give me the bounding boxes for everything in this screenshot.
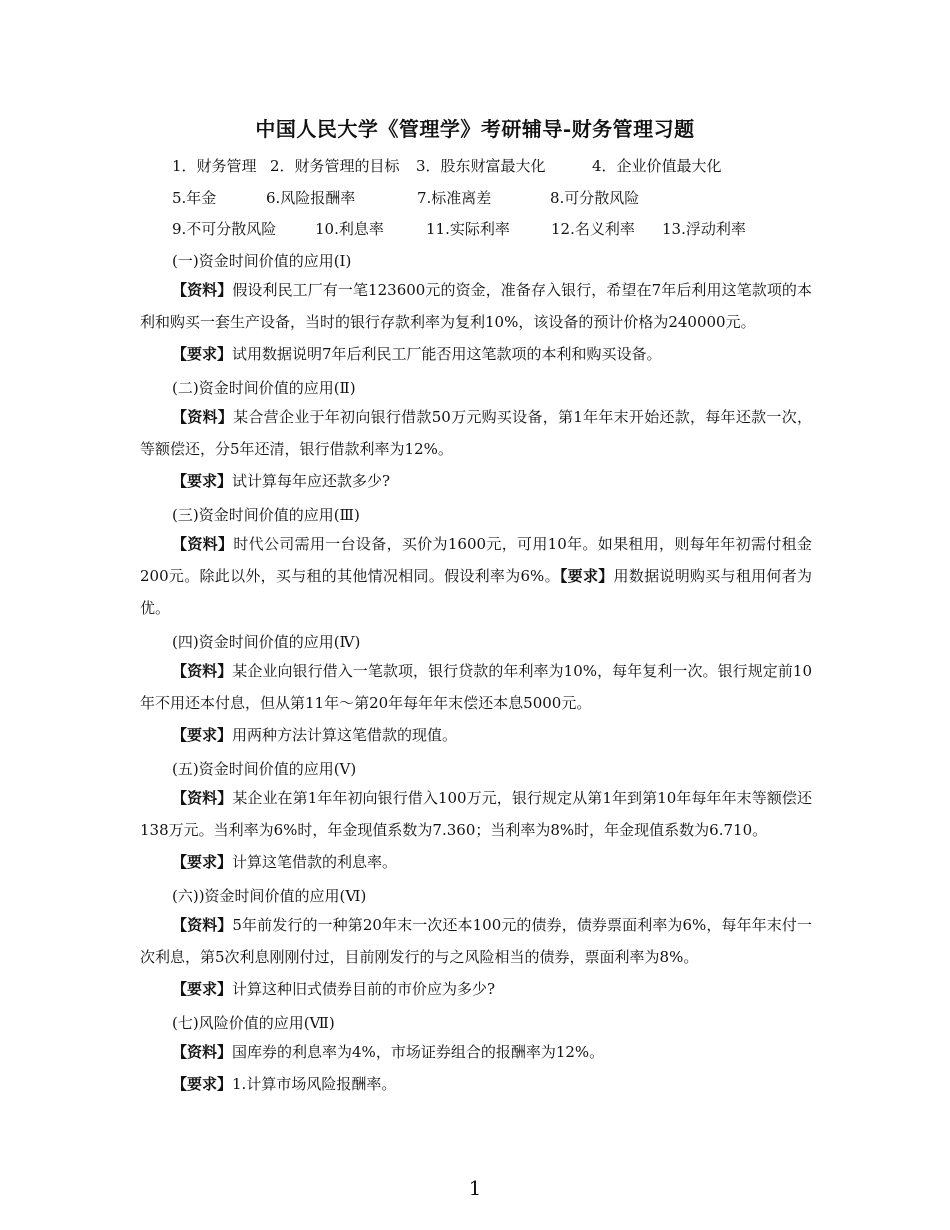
section-heading: (六))资金时间价值的应用(Ⅵ): [172, 887, 367, 905]
requirement-text: 计算这种旧式债券目前的市价应为多少?: [232, 980, 496, 998]
requirement-label: 【要求】: [172, 853, 233, 871]
material-text: 某合营企业于年初向银行借款50万元购买设备，第1年年末开始还款，每年还款一次，等额偿还，分5年还清，银行借款利率为12%。: [140, 408, 812, 458]
term-item: 13.浮动利率: [662, 220, 746, 238]
term-item: 4．企业价值最大化: [592, 157, 722, 175]
document-title: 中国人民大学《管理学》考研辅导-财务管理习题: [255, 117, 695, 141]
requirement-text: 用两种方法计算这笔借款的现值。: [232, 726, 458, 744]
term-item: 3．股东财富最大化: [416, 157, 546, 175]
section-heading: (五)资金时间价值的应用(Ⅴ): [172, 760, 357, 778]
requirement-text: 试计算每年应还款多少?: [232, 472, 391, 490]
material-label: 【资料】: [172, 408, 234, 426]
term-item: 12.名义利率: [551, 220, 635, 238]
requirement-paragraph: [140, 973, 812, 1005]
requirement-label: 【要求】: [172, 345, 233, 363]
material-label: 【资料】: [172, 535, 234, 553]
section-heading: (二)资金时间价值的应用(Ⅱ): [172, 379, 356, 397]
material-paragraph: [140, 909, 812, 973]
requirement-paragraph: [140, 465, 812, 497]
term-item: 6.风险报酬率: [266, 189, 356, 207]
section-heading: (一)资金时间价值的应用(Ⅰ): [172, 252, 352, 270]
requirement-paragraph: [140, 1068, 812, 1100]
requirement-text: 计算这笔借款的利息率。: [232, 853, 398, 871]
requirement-text: 试用数据说明7年后利民工厂能否用这笔款项的本利和购买设备。: [232, 345, 662, 363]
material-text: 假设利民工厂有一笔123600元的资金，准备存入银行，希望在7年后利用这笔款项的本利和购买一套生产设备，当时的银行存款利率为复利10%，该设备的预计价格为240000元。: [140, 281, 812, 331]
material-label: 【资料】: [172, 662, 233, 680]
material-text: 时代公司需用一台设备，买价为1600元，可用10年。如果租用，则每年年初需付租金200元。除此以外，买与租的其他情况相同。假设利率为6%。: [140, 535, 812, 585]
term-item: 11.实际利率: [426, 220, 510, 238]
material-text: 国库券的利息率为4%，市场证券组合的报酬率为12%。: [232, 1043, 605, 1061]
term-item: 7.标准离差: [417, 189, 492, 207]
material-text: 某企业向银行借入一笔款项，银行贷款的年利率为10%，每年复利一次。银行规定前10年不用还本付息，但从第11年～第20年每年年末偿还本息5000元。: [140, 662, 812, 712]
material-paragraph: [140, 528, 812, 624]
section-heading: (四)资金时间价值的应用(Ⅳ): [172, 633, 361, 651]
term-item: 5.年金: [172, 189, 217, 207]
material-label: 【资料】: [172, 916, 233, 934]
material-paragraph: [140, 1036, 812, 1068]
requirement-label: 【要求】: [172, 472, 233, 490]
requirement-label: 【要求】: [172, 1075, 233, 1093]
material-paragraph: [140, 655, 812, 719]
material-label: 【资料】: [172, 1043, 233, 1061]
requirement-paragraph: [140, 719, 812, 751]
requirement-label: 【要求】: [172, 980, 233, 998]
term-item: 1．财务管理: [172, 157, 257, 175]
term-item: 9.不可分散风险: [172, 220, 277, 238]
requirement-paragraph: [140, 338, 812, 370]
section-heading: (三)资金时间价值的应用(Ⅲ): [172, 506, 360, 524]
material-text: 某企业在第1年年初向银行借入100万元，银行规定从第1年到第10年每年年末等额偿还138万元。当利率为6%时，年金现值系数为7.360；当利率为8%时，年金现值系数为6.710。: [140, 789, 812, 839]
material-paragraph: [140, 782, 812, 846]
term-item: 10.利息率: [315, 220, 384, 238]
material-paragraph: [140, 274, 812, 338]
material-label: 【资料】: [172, 789, 233, 807]
term-item: 2．财务管理的目标: [270, 157, 400, 175]
requirement-label: 【要求】: [559, 567, 614, 585]
requirement-label: 【要求】: [172, 726, 233, 744]
requirement-text: 1.计算市场风险报酬率。: [232, 1075, 397, 1093]
material-text: 5年前发行的一种第20年末一次还本100元的债券，债券票面利率为6%，每年年末付一次利息，第5次利息刚刚付过，目前刚发行的与之风险相当的债券，票面利率为8%。: [140, 916, 812, 966]
material-label: 【资料】: [172, 281, 233, 299]
page-number: 1: [468, 1176, 482, 1200]
section-heading: (七)风险价值的应用(Ⅶ): [172, 1014, 335, 1032]
requirement-text: 用数据说明购买与租用何者为优。: [140, 567, 812, 617]
requirement-paragraph: [140, 846, 812, 878]
term-item: 8.可分散风险: [550, 189, 640, 207]
material-paragraph: [140, 401, 812, 465]
